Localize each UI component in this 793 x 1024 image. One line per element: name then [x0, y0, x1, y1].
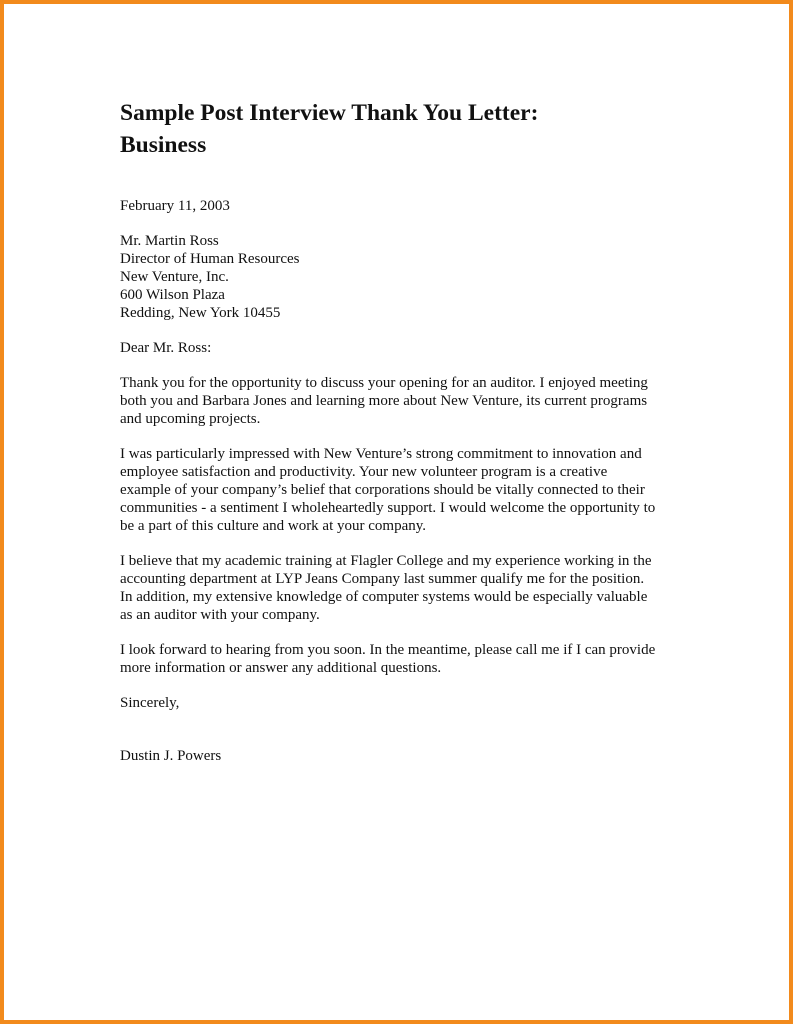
letter-date — [120, 197, 690, 215]
closing — [120, 694, 690, 712]
paragraph-line: In addition, my extensive knowledge of computer systems would be especially valuable — [120, 589, 648, 605]
recipient-name: Mr. Martin Ross — [120, 233, 219, 249]
recipient-city: Redding, New York 10455 — [120, 305, 281, 321]
body-paragraph-1 — [120, 374, 690, 428]
signature — [120, 747, 690, 765]
signature-space — [120, 712, 690, 747]
letter-content — [120, 97, 690, 765]
recipient-position: Director of Human Resources — [120, 251, 300, 267]
paragraph-line: be a part of this culture and work at your company. — [120, 518, 427, 534]
paragraph-line: Thank you for the opportunity to discuss your opening for an auditor. I enjoyed meeting — [120, 375, 648, 391]
page-title — [120, 97, 690, 161]
paragraph-line: accounting department at LYP Jeans Company last summer qualify me for the position. — [120, 571, 645, 587]
paragraph-line: both you and Barbara Jones and learning more about New Venture, its current programs — [120, 393, 648, 409]
body-paragraph-4 — [120, 641, 690, 677]
recipient-address — [120, 232, 690, 322]
paragraph-line: and upcoming projects. — [120, 411, 261, 427]
date-text: February 11, 2003 — [120, 198, 230, 214]
closing-text: Sincerely, — [120, 695, 180, 711]
paragraph-line: example of your company’s belief that corporations should be vitally connected to their — [120, 482, 645, 498]
body-paragraph-3 — [120, 552, 690, 624]
title-line-1: Sample Post Interview Thank You Letter: — [120, 100, 539, 126]
signature-name: Dustin J. Powers — [120, 748, 222, 764]
paragraph-line: I look forward to hearing from you soon. In the meantime, please call me if I can provide — [120, 642, 656, 658]
paragraph-line: I believe that my academic training at Flagler College and my experience working in the — [120, 553, 652, 569]
recipient-company: New Venture, Inc. — [120, 269, 229, 285]
title-line-2: Business — [120, 132, 207, 158]
paragraph-line: I was particularly impressed with New Venture’s strong commitment to innovation and — [120, 446, 642, 462]
salutation-text: Dear Mr. Ross: — [120, 340, 212, 356]
paragraph-line: more information or answer any additional questions. — [120, 660, 442, 676]
recipient-street: 600 Wilson Plaza — [120, 287, 225, 303]
paragraph-line: as an auditor with your company. — [120, 607, 320, 623]
body-paragraph-2 — [120, 445, 690, 535]
salutation — [120, 339, 690, 357]
paragraph-line: employee satisfaction and productivity. Your new volunteer program is a creative — [120, 464, 608, 480]
paragraph-line: communities - a sentiment I wholeheartedly support. I would welcome the opportunity to — [120, 500, 656, 516]
